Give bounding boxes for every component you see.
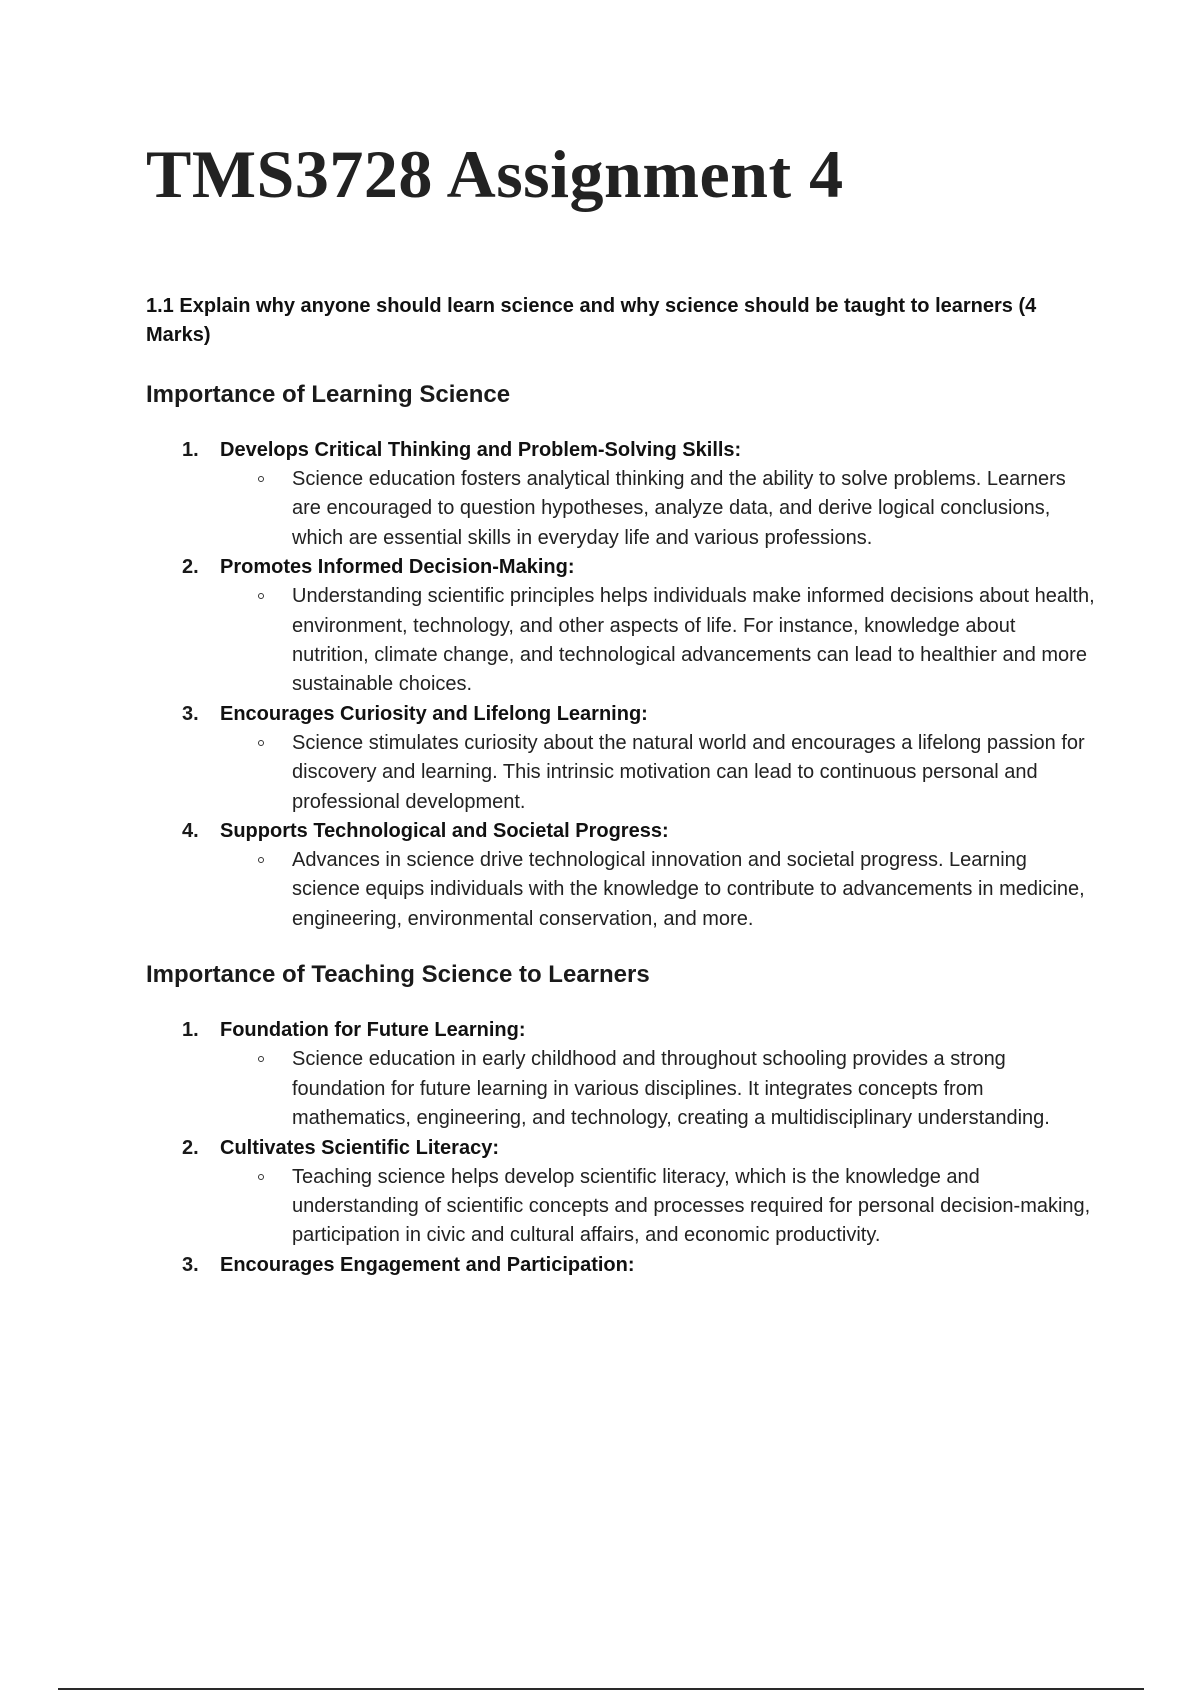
hollow-bullet-icon [258, 740, 264, 746]
list-item [146, 1251, 1096, 1280]
list-item [146, 817, 1096, 934]
point-title: Encourages Curiosity and Lifelong Learning: [220, 702, 648, 725]
list-number: 3. [182, 702, 199, 725]
point-detail-text: Teaching science helps develop scientific literacy, which is the knowledge and understanding of scientific concepts and processes required for personal decision-making, participation in civic and cultural affairs, and economic productivity. [292, 1165, 1091, 1247]
point-detail-text: Understanding scientific principles helps individuals make informed decisions about health, environment, technology, and other aspects of life. For instance, knowledge about nutrition, climate change, and technological advancements can lead to healthier and more sustainable choices. [292, 585, 1095, 696]
list-number: 1. [182, 1019, 199, 1042]
list-number: 2. [182, 556, 199, 579]
document-title: TMS3728 Assignment 4 [146, 136, 844, 212]
point-detail [220, 465, 1096, 553]
document-page [146, 136, 1096, 1306]
point-detail-text: Science education fosters analytical thinking and the ability to solve problems. Learners are encouraged to question hypotheses, analyze data, and derive logical conclusions, which are essential skills in everyday life and various professions. [292, 468, 1066, 549]
point-detail [220, 729, 1096, 817]
point-detail [220, 1045, 1096, 1133]
list-item [146, 436, 1096, 553]
teaching-science-list [146, 1016, 1096, 1279]
list-number: 2. [182, 1136, 199, 1159]
section-heading-learning-science: Importance of Learning Science [146, 381, 511, 408]
section-heading-teaching-science: Importance of Teaching Science to Learners [146, 961, 650, 989]
list-number: 3. [182, 1253, 199, 1276]
point-title: Encourages Engagement and Participation: [220, 1253, 635, 1276]
point-detail-text: Science education in early childhood and throughout schooling provides a strong foundation for future learning in various disciplines. It integrates concepts from mathematics, engineering, and technology, creating a multidisciplinary understanding. [292, 1048, 1050, 1130]
hollow-bullet-icon [258, 476, 264, 482]
list-item [146, 553, 1096, 700]
hollow-bullet-icon [258, 1174, 264, 1180]
point-detail [220, 1163, 1096, 1251]
point-title: Develops Critical Thinking and Problem-Solving Skills: [220, 439, 742, 461]
learning-science-list [146, 436, 1096, 934]
point-detail [220, 582, 1096, 700]
list-item [146, 1016, 1096, 1133]
list-number: 1. [182, 439, 199, 461]
hollow-bullet-icon [258, 593, 264, 599]
question-prompt: 1.1 Explain why anyone should learn science and why science should be taught to learners (4 Marks) [146, 295, 1037, 346]
point-title: Foundation for Future Learning: [220, 1019, 526, 1042]
list-item [146, 1134, 1096, 1251]
point-title: Supports Technological and Societal Progress: [220, 820, 669, 843]
point-detail-text: Advances in science drive technological innovation and societal progress. Learning science equips individuals with the knowledge to contribute to advancements in medicine, engineering, environmental conservation, and more. [292, 849, 1085, 930]
page-bottom-divider [58, 1688, 1144, 1690]
list-item [146, 700, 1096, 817]
list-number: 4. [182, 820, 199, 843]
point-title: Cultivates Scientific Literacy: [220, 1136, 499, 1159]
point-detail [220, 846, 1096, 934]
point-title: Promotes Informed Decision-Making: [220, 556, 575, 579]
hollow-bullet-icon [258, 1056, 264, 1062]
hollow-bullet-icon [258, 857, 264, 863]
point-detail-text: Science stimulates curiosity about the natural world and encourages a lifelong passion for discovery and learning. This intrinsic motivation can lead to continuous personal and professional development. [292, 731, 1085, 813]
